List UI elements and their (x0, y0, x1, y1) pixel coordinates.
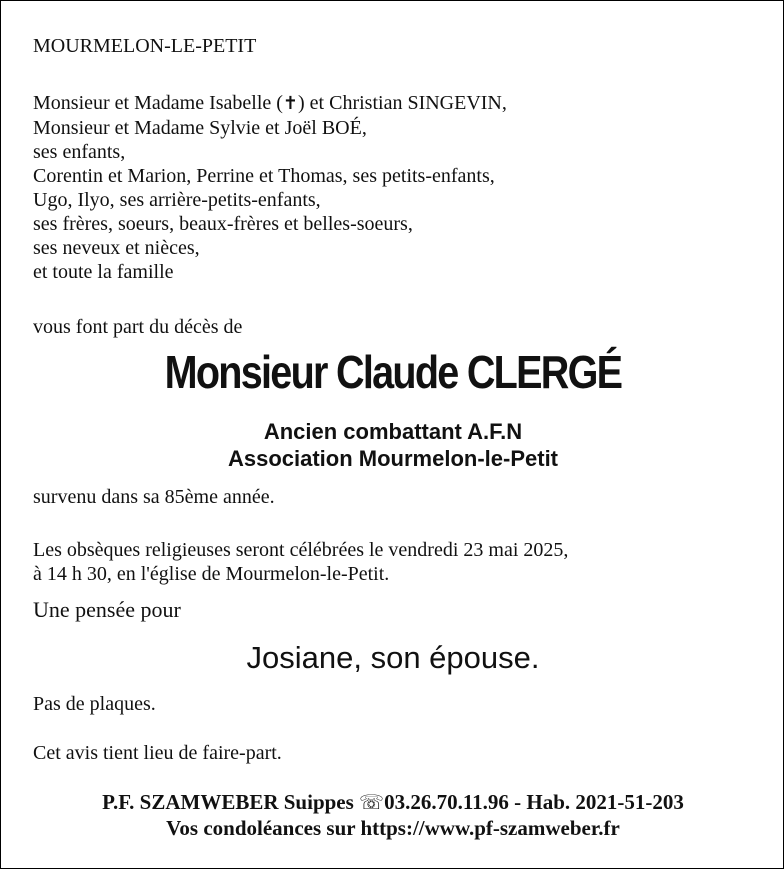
family-line (33, 91, 507, 116)
condolences-link[interactable]: Vos condoléances sur https://www.pf-szamweber.fr (166, 816, 620, 840)
funeral-details (33, 538, 568, 586)
family-line-text: Monsieur et Madame Isabelle ( (33, 92, 283, 114)
family-line: Ugo, Ilyo, ses arrière-petits-enfants, (33, 189, 321, 211)
phone-icon: ☏ (359, 790, 385, 814)
faire-part-text: Cet avis tient lieu de faire-part. (33, 742, 282, 764)
announcement-text: vous font part du décès de (33, 316, 243, 338)
family-line: Corentin et Marion, Perrine et Thomas, ses petits-enfants, (33, 165, 495, 187)
town-heading: MOURMELON-LE-PETIT (33, 35, 257, 57)
family-line-text: ) et Christian SINGEVIN, (298, 92, 507, 114)
family-line: ses neveux et nièces, (33, 237, 200, 259)
family-line: et toute la famille (33, 261, 174, 283)
cross-icon: ✝ (282, 93, 299, 114)
thought-intro: Une pensée pour (33, 597, 181, 622)
family-list (33, 91, 507, 284)
family-line: ses enfants, (33, 141, 126, 163)
family-line: Monsieur et Madame Sylvie et Joël BOÉ, (33, 117, 367, 139)
deceased-title-2: Association Mourmelon-le-Petit (227, 446, 559, 471)
no-plaques-text: Pas de plaques. (33, 693, 156, 715)
family-line: ses frères, soeurs, beaux-frères et belles-soeurs, (33, 213, 413, 235)
funeral-home-phone: 03.26.70.11.96 - Hab. 2021-51-203 (384, 790, 684, 814)
funeral-line-1: Les obsèques religieuses seront célébrées le vendredi 23 mai 2025, (33, 539, 569, 561)
funeral-line-2: à 14 h 30, en l'église de Mourmelon-le-Petit. (33, 563, 390, 585)
spouse-name: Josiane, son épouse. (246, 640, 540, 675)
age-text: survenu dans sa 85ème année. (33, 486, 275, 508)
deceased-name: Monsieur Claude CLERGÉ (164, 346, 622, 398)
funeral-home-name: P.F. SZAMWEBER Suippes (102, 790, 360, 814)
funeral-home-line (1, 790, 784, 814)
deceased-title-1: Ancien combattant A.F.N (263, 419, 523, 444)
